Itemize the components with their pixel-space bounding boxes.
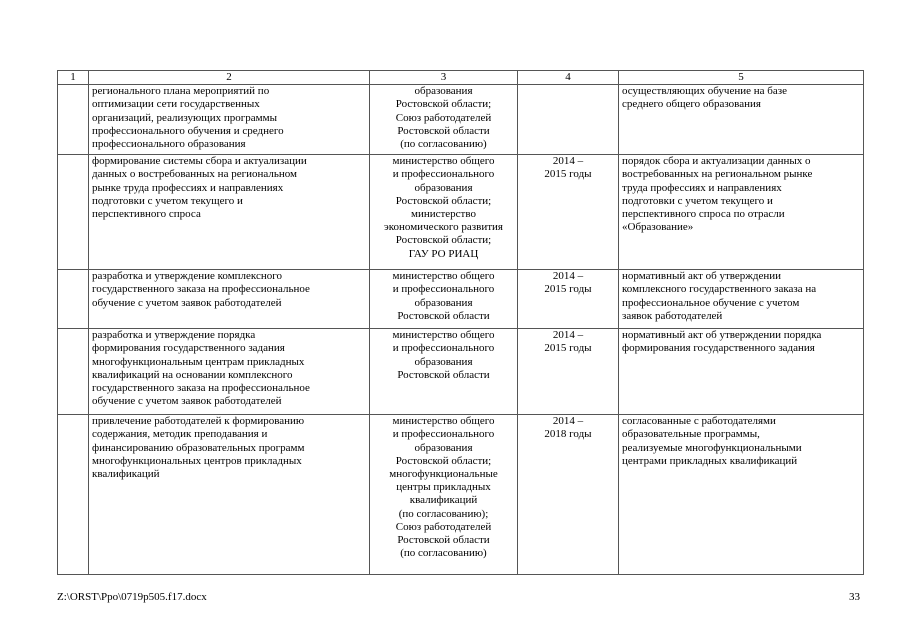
deadline-cell: 2014 – 2015 годы	[518, 155, 619, 270]
responsible-cell: министерство общего и профессионального образования Ростовской области	[370, 270, 518, 329]
result-cell: осуществляющих обучение на базе среднего общего образования	[619, 85, 864, 155]
table-row	[58, 415, 864, 575]
deadline-cell	[518, 85, 619, 155]
header-col-1: 1	[58, 71, 89, 85]
table-row	[58, 85, 864, 155]
deadline-cell: 2014 – 2015 годы	[518, 270, 619, 329]
header-col-3: 3	[370, 71, 518, 85]
responsible-cell: министерство общего и профессионального образования Ростовской области	[370, 329, 518, 415]
table-row	[58, 329, 864, 415]
result-cell: согласованные с работодателями образовательные программы, реализуемые многофункциональными центрами прикладных квалификаций	[619, 415, 864, 575]
measure-cell: привлечение работодателей к формированию содержания, методик преподавания и финансированию образовательных программ многофункциональных центров прикладных квалификаций	[89, 415, 370, 575]
header-col-4: 4	[518, 71, 619, 85]
row-number-cell	[58, 85, 89, 155]
measure-cell: разработка и утверждение комплексного государственного заказа на профессиональное обучение с учетом заявок работодателей	[89, 270, 370, 329]
table-row	[58, 155, 864, 270]
row-number-cell	[58, 415, 89, 575]
row-number-cell	[58, 155, 89, 270]
result-cell: нормативный акт об утверждении комплексного государственного заказа на профессиональное обучение с учетом заявок работодателей	[619, 270, 864, 329]
plan-table	[57, 70, 864, 575]
header-col-5: 5	[619, 71, 864, 85]
page-number: 33	[849, 591, 860, 603]
measure-cell: формирование системы сбора и актуализации данных о востребованных на региональном рынке труда профессиях и направлениях подготовки с учетом текущего и перспективного спроса	[89, 155, 370, 270]
result-cell: порядок сбора и актуализации данных о востребованных на региональном рынке труда профессиях и направлениях подготовки с учетом текущего и перспективного спроса по отрасли «Образование»	[619, 155, 864, 270]
header-row	[58, 71, 864, 85]
responsible-cell: образования Ростовской области; Союз работодателей Ростовской области (по согласованию)	[370, 85, 518, 155]
measure-cell: регионального плана мероприятий по оптимизации сети государственных организаций, реализующих программы профессионального обучения и среднего профессионального образования	[89, 85, 370, 155]
table-row	[58, 270, 864, 329]
deadline-cell: 2014 – 2018 годы	[518, 415, 619, 575]
header-col-2: 2	[89, 71, 370, 85]
measure-cell: разработка и утверждение порядка формирования государственного задания многофункциональным центрам прикладных квалификаций на основании комплексного государственного заказа на профессиональное обучение с учетом заявок работодателей	[89, 329, 370, 415]
row-number-cell	[58, 270, 89, 329]
file-path-footer: Z:\ORST\Ppo\0719p505.f17.docx	[57, 591, 207, 603]
row-number-cell	[58, 329, 89, 415]
deadline-cell: 2014 – 2015 годы	[518, 329, 619, 415]
responsible-cell: министерство общего и профессионального образования Ростовской области; министерство экономического развития Ростовской области; ГАУ РО РИАЦ	[370, 155, 518, 270]
responsible-cell: министерство общего и профессионального образования Ростовской области; многофункциональные центры прикладных квалификаций (по согласованию); Союз работодателей Ростовской области (по согласованию)	[370, 415, 518, 575]
result-cell: нормативный акт об утверждении порядка формирования государственного задания	[619, 329, 864, 415]
